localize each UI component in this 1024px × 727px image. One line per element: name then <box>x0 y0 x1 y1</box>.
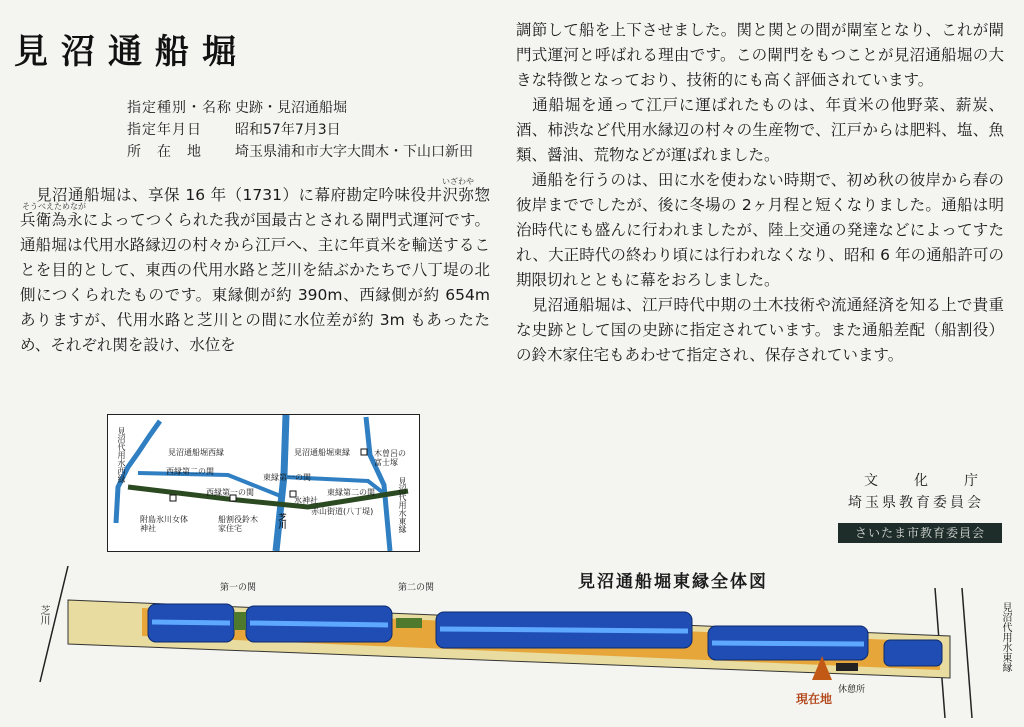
right-column <box>516 18 1004 368</box>
left-paragraph: 見沼通船堀は、享保 16 年（1731）に幕府勘定吟味役井沢弥惣兵衛為永によってつくられた我が国最古とされる閘門式運河です。通船堀は代用水路縁辺の村々から江戸へ、主に年貢米を輸送することを目的として、東西の代用水路と芝川を結ぶかたちで八丁堤の北側につくられたものです。東縁側が約 390m、西縁側が約 654m ありますが、代用水路と芝川との間に水位差が約 3m もあったため、それぞれ関を設け、水位を <box>20 186 490 354</box>
meta-row: 指定種別・名称 史跡・見沼通船堀 <box>127 100 347 116</box>
label-shibakawa: 芝川 <box>38 605 49 625</box>
shiba-river-line <box>276 415 286 551</box>
label-east-canal-plan: 見沼代用水東縁 <box>1000 602 1011 672</box>
label-shrine: 附島氷川女体神社 <box>140 515 188 533</box>
signer-agency: 文化庁 <box>864 473 1014 489</box>
label-east-gate1: 東縁第一の関 <box>263 473 311 482</box>
channel-line <box>250 623 388 625</box>
gate-1-marker <box>234 612 246 630</box>
shrine-marker <box>170 495 176 501</box>
label-fujizuka: 木曽呂の富士塚 <box>374 449 406 467</box>
designation-info <box>127 97 473 163</box>
label-east-canal: 見沼代用水東縁 <box>398 477 407 533</box>
label-rest: 休憩所 <box>838 685 866 695</box>
rest-area-marker <box>836 663 858 671</box>
gate-2-marker <box>396 618 422 628</box>
label-gate1: 第一の関 <box>220 583 257 593</box>
meta-row: 所 在 地 埼玉県浦和市大字大間木・下山口新田 <box>127 144 473 160</box>
channel-line <box>440 629 688 631</box>
label-west-canal: 見沼代用水西縁 <box>117 427 126 483</box>
paragraph: 通船堀を通って江戸に運ばれたものは、年貢米の他野菜、薪炭、酒、柿渋など代用水縁辺の村々の生産物で、江戸からは肥料、塩、魚類、醤油、荒物などが運ばれました。 <box>516 96 1004 164</box>
label-road: 赤山街道(八丁堤) <box>311 507 374 516</box>
channel-line <box>712 643 864 644</box>
paragraph: 通船を行うのは、田に水を使わない時期で、初め秋の彼岸から春の彼岸まででしたが、後に冬場の 2ヶ月程と短くなりました。通船は明治時代にも盛んに行われましたが、陸上交通の発達などによってすたれ、大正時代の終わり頃には行われなくなり、昭和 6 年の通船許可の期限切れとともに幕をおろしました。 <box>516 171 1004 289</box>
label-house: 船割役鈴木家住宅 <box>218 515 258 533</box>
label-east-moat: 見沼通船堀東縁 <box>294 448 350 457</box>
plan-diagram <box>0 560 1024 727</box>
label-west-gate2: 西縁第二の関 <box>166 467 214 476</box>
page-title: 見沼通船堀 <box>14 32 249 72</box>
label-river: 芝川 <box>278 513 287 529</box>
fujizuka-marker <box>361 449 367 455</box>
label-gate2: 第二の関 <box>398 583 435 593</box>
signer-stamp: さいたま市教育委員会 <box>838 523 1002 543</box>
locator-map <box>107 414 420 552</box>
label-here: 現在地 <box>796 692 833 706</box>
paragraph: 調節して船を上下させました。関と関との間が閘室となり、これが閘門式運河と呼ばれる理由です。この閘門をもつことが見沼通船堀の大きな特徴となっており、技術的にも高く評価されています。 <box>516 21 1004 89</box>
label-suijin: 水神社 <box>294 496 318 505</box>
meta-row: 指定年月日 昭和57年7月3日 <box>127 122 341 138</box>
ruby-souhei: そうべえためなが <box>22 202 86 211</box>
lock-chamber-5 <box>884 640 942 666</box>
canal-bank-right <box>962 588 972 718</box>
channel-line <box>152 622 230 623</box>
label-west-gate1: 西縁第一の関 <box>206 488 254 497</box>
paragraph: 見沼通船堀は、江戸時代中期の土木技術や流通経済を知る上で貴重な史跡として国の史跡に指定されています。また通船差配（船割役）の鈴木家住宅もあわせて指定され、保存されています。 <box>516 296 1004 364</box>
signer-block <box>848 470 1014 514</box>
signer-board: 埼玉県教育委員会 <box>848 495 984 511</box>
label-east-gate2: 東縁第二の関 <box>327 488 375 497</box>
label-west-moat: 見沼通船堀西縁 <box>168 448 224 457</box>
ruby-izawaya: いざわや <box>442 177 474 186</box>
plan-title: 見沼通船堀東縁全体図 <box>578 572 768 592</box>
